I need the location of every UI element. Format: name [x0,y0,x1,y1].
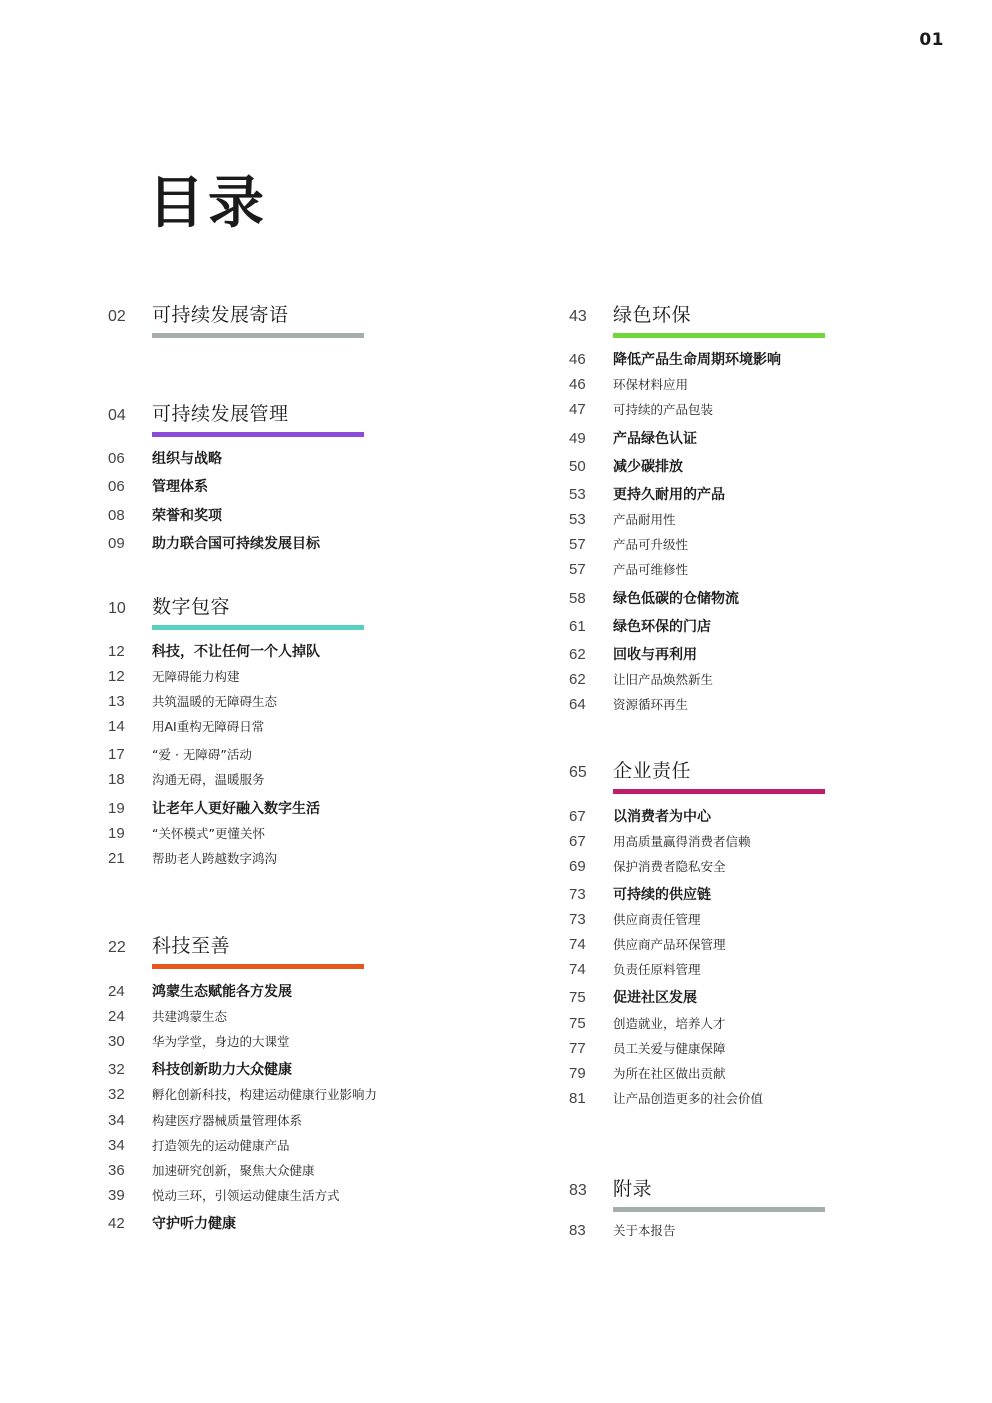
toc-page-number: 75 [569,989,586,1006]
toc-label: 悦动三环，引领运动健康生活方式 [152,1188,340,1203]
toc-label: 孵化创新科技，构建运动健康行业影响力 [152,1087,378,1102]
section-color-bar [152,432,364,437]
toc-label: 供应商责任管理 [613,912,701,927]
toc-label: 荣誉和奖项 [152,508,222,524]
toc-label: 产品可维修性 [613,562,689,577]
toc-page-number: 24 [108,983,125,1000]
toc-label: 让旧产品焕然新生 [613,672,714,687]
page-number: 01 [919,30,944,50]
toc-page-number: 50 [569,458,586,475]
section-color-bar [152,333,364,338]
toc-label: 产品耐用性 [613,512,676,527]
toc-page-number: 83 [569,1222,586,1239]
toc-label: 绿色环保 [613,304,692,326]
toc-page-number: 79 [569,1065,586,1082]
toc-page-number: 12 [108,643,125,660]
toc-page-number: 64 [569,696,586,713]
toc-page-number: 17 [108,746,125,763]
toc-label: 助力联合国可持续发展目标 [152,536,320,552]
toc-page-number: 21 [108,850,125,867]
toc-page-number: 57 [569,536,586,553]
toc-page-number: 34 [108,1112,125,1129]
toc-label: 用高质量赢得消费者信赖 [613,834,751,849]
toc-page-number: 14 [108,718,125,735]
toc-label: 更持久耐用的产品 [613,487,725,503]
toc-page-number: 69 [569,858,586,875]
toc-label: 科技至善 [152,935,231,957]
toc-page-number: 08 [108,507,125,524]
toc-label: 沟通无碍，温暖服务 [152,772,265,787]
toc-label: 共建鸿蒙生态 [152,1009,228,1024]
toc-page-number: 13 [108,693,125,710]
toc-label: 企业责任 [613,760,692,782]
toc-page-number: 46 [569,376,586,393]
toc-page-number: 43 [569,308,587,325]
toc-label: 无障碍能力构建 [152,669,240,684]
toc-page-number: 61 [569,618,586,635]
toc-page-number: 06 [108,450,125,467]
toc-page-number: 75 [569,1015,586,1032]
toc-page-number: 53 [569,486,586,503]
toc-page-number: 30 [108,1033,125,1050]
toc-label: 员工关爱与健康保障 [613,1041,726,1056]
page-title: 目录 [148,171,268,236]
toc-label: 华为学堂，身边的大课堂 [152,1034,290,1049]
toc-page-number: 22 [108,939,126,956]
toc-label: 帮助老人跨越数字鸿沟 [152,851,278,866]
section-color-bar [152,964,364,969]
toc-page-number: 34 [108,1137,125,1154]
toc-page-number: 36 [108,1162,125,1179]
toc-page-number: 73 [569,911,586,928]
section-color-bar [152,625,364,630]
toc-page-number: 19 [108,825,125,842]
toc-label: 让产品创造更多的社会价值 [613,1091,764,1106]
toc-page-number: 62 [569,646,586,663]
toc-page-number: 77 [569,1040,586,1057]
toc-label: 管理体系 [152,479,208,495]
toc-label: 产品绿色认证 [613,431,697,447]
toc-label: 关于本报告 [613,1223,676,1238]
toc-page-number: 18 [108,771,125,788]
section-color-bar [613,789,825,794]
toc-page-number: 47 [569,401,586,418]
toc-page-number: 46 [569,351,586,368]
toc-label: “关怀模式”更懂关怀 [152,826,265,841]
toc-label: 促进社区发展 [613,990,697,1006]
toc-label: 构建医疗器械质量管理体系 [152,1113,303,1128]
toc-page-number: 53 [569,511,586,528]
toc-page-number: 39 [108,1187,125,1204]
toc-label: 守护听力健康 [152,1216,236,1232]
toc-page-number: 67 [569,833,586,850]
toc-label: 可持续发展管理 [152,403,289,425]
toc-label: 科技创新助力大众健康 [152,1062,292,1078]
toc-label: 绿色环保的门店 [613,619,711,635]
toc-label: 产品可升级性 [613,537,689,552]
toc-label: 科技，不让任何一个人掉队 [152,644,320,660]
toc-page-number: 83 [569,1182,587,1199]
toc-label: 加速研究创新，聚焦大众健康 [152,1163,315,1178]
toc-label: 以消费者为中心 [613,809,711,825]
toc-page-number: 58 [569,590,586,607]
toc-page-number: 24 [108,1008,125,1025]
toc-label: “爱 · 无障碍”活动 [152,747,252,762]
toc-page-number: 10 [108,600,126,617]
toc-page-number: 57 [569,561,586,578]
toc-page-number: 32 [108,1061,125,1078]
toc-label: 可持续的供应链 [613,887,711,903]
toc-label: 为所在社区做出贡献 [613,1066,726,1081]
toc-label: 环保材料应用 [613,377,689,392]
toc-label: 保护消费者隐私安全 [613,859,726,874]
toc-label: 附录 [613,1178,653,1200]
section-color-bar [613,333,825,338]
section-color-bar [613,1207,825,1212]
toc-page-number: 74 [569,936,586,953]
toc-page-number: 62 [569,671,586,688]
toc-label: 资源循环再生 [613,697,689,712]
toc-label: 减少碳排放 [613,459,683,475]
toc-label: 绿色低碳的仓储物流 [613,591,739,607]
toc-page-number: 42 [108,1215,125,1232]
toc-label: 可持续发展寄语 [152,304,289,326]
toc-page-number: 02 [108,308,126,325]
toc-page-number: 65 [569,764,587,781]
toc-page-number: 67 [569,808,586,825]
toc-page-number: 49 [569,430,586,447]
toc-label: 组织与战略 [152,451,222,467]
toc-label: 共筑温暖的无障碍生态 [152,694,278,709]
toc-label: 创造就业，培养人才 [613,1016,726,1031]
toc-label: 降低产品生命周期环境影响 [613,352,781,368]
toc-label: 供应商产品环保管理 [613,937,726,952]
toc-page-number: 32 [108,1086,125,1103]
toc-label: 让老年人更好融入数字生活 [152,801,320,817]
toc-page-number: 81 [569,1090,586,1107]
toc-page-number: 74 [569,961,586,978]
toc-page-number: 19 [108,800,125,817]
toc-page-number: 04 [108,407,126,424]
toc-page-number: 12 [108,668,125,685]
toc-label: 用AI重构无障碍日常 [152,719,265,734]
toc-label: 回收与再利用 [613,647,697,663]
toc-label: 鸿蒙生态赋能各方发展 [152,984,292,1000]
toc-page-number: 73 [569,886,586,903]
toc-label: 数字包容 [152,596,231,618]
toc-page-number: 09 [108,535,125,552]
toc-page-number: 06 [108,478,125,495]
toc-label: 可持续的产品包装 [613,402,714,417]
toc-label: 负责任原料管理 [613,962,701,977]
toc-label: 打造领先的运动健康产品 [152,1138,290,1153]
